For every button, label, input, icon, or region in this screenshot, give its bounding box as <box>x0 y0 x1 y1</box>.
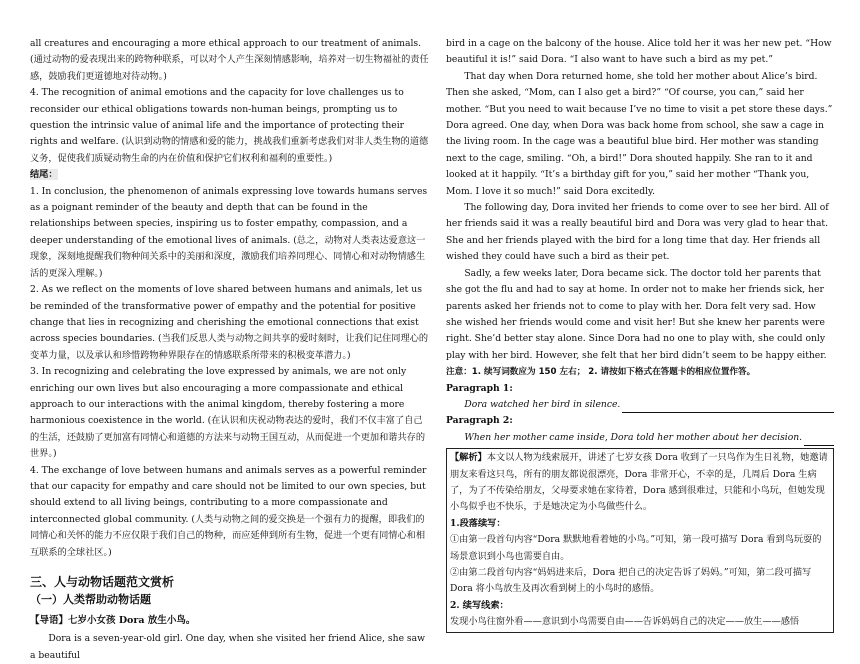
paragraph: 4. The recognition of animal emotions and the capacity for love challenges us to reconsider our ethical obligations towards non-human beings, prompting us to question the intrinsic value of animal life and the importance of protecting their rights and welfare. (认识到动物的情感和爱的能力，挑战我们重新考虑我们对非人类生物的道德义务，促使我们质疑动物生命的内在价值和保护它们权利和福利的重要性。) <box>30 87 429 164</box>
answer-line <box>804 433 834 446</box>
paragraph-1-label: Paragraph 1: <box>446 382 513 394</box>
answer-line <box>622 400 834 413</box>
paragraph: all creatures and encouraging a more ethical approach to our treatment of animals. (通过动物的爱表现出来的跨物种联系，可以对个人产生深刻情感影响，培养对一切生物福祉的责任感，鼓励我们更道德地对待动物。) <box>30 38 429 82</box>
left-column <box>30 36 430 664</box>
story-paragraph: Sadly, a few weeks later, Dora became sick. The doctor told her parents that she got the flu and had to say at home. In order not to make her friends sick, her parents asked her friends not to come to play with her. Dora felt very sad. How she wished her friends would come and visit her! But she knew her parents were right. She’d better stay alone. Since Dora had no one to play with, she could only play with her bird. However, she felt that her bird didn’t seem to be happy either. <box>446 267 827 361</box>
paragraph-2-label: Paragraph 2: <box>446 415 513 427</box>
step-1-label: 1.段落续写： <box>450 517 506 529</box>
story-paragraph: Dora is a seven-year-old girl. One day, when she visited her friend Alice, she saw a beautiful <box>30 633 425 661</box>
story-paragraph: That day when Dora returned home, she told her mother about Alice’s bird. Then she asked, “Mom, can I also get a bird?” “Of course, you can,” said her mother. “But you need to wait because I’ve no time to visit a pet store these days.” Dora agreed. One day, when Dora was back home from school, she saw a cage in the living room. In the cage was a beautiful blue bird. Her mother was standing next to the cage, smiling. “Oh, a bird!” Dora shouted happily. She ran to it and looked at it happily. “It’s a birthday gift for you,” said her mother “Thank you, Mom. I love it so much!” said Dora excitedly. <box>446 70 833 197</box>
section-title: 三、人与动物话题范文赏析 <box>30 575 175 589</box>
guide-label: 【导语】 <box>30 615 69 626</box>
paragraph: 1. In conclusion, the phenomenon of animals expressing love towards humans serves as a poignant reminder of the beauty and depth that can be found in the relationships between species, inspiring us to foster empathy, compassion, and a deeper understanding of the emotional lives of animals. (总之，动物对人类表达爱意这一现象，深刻地提醒我们物种间关系中的美丽和深度，激励我们培养同理心、同情心和对动物情感生活的更深入理解。) <box>30 185 428 279</box>
step-1-b: ②由第二段首句内容“妈妈进来后，Dora 把自己的决定告诉了妈妈。”可知，第二段可描写 Dora 将小鸟放生及再次看到树上的小鸟时的感悟。 <box>450 567 812 595</box>
conclusion-label: 结尾： <box>30 169 58 181</box>
story-paragraph: The following day, Dora invited her friends to come over to see her bird. All of her friends said it was a really beautiful bird and Dora was very glad to hear that. She and her friends played with the bird for a long time that day. Her friends all wished they could have such a bird as their pet. <box>446 202 829 263</box>
guide <box>30 613 430 629</box>
paragraph: 2. As we reflect on the moments of love shared between humans and animals, let us be reminded of the transformative power of empathy and the potential for positive change that lies in recognizing and cherishing the emotional connections that exist across species boundaries. (当我们反思人类与动物之间共享的爱时刻时，让我们记住同理心的变革力量，以及承认和珍惜跨物种界限存在的情感联系所带来的积极变革潜力。) <box>30 284 429 361</box>
step-1-a: ①由第一段首句内容“Dora 默默地看着她的小鸟。”可知，第一段可描写 Dora 看到鸟玩耍的场景意识到小鸟也需要自由。 <box>450 534 822 562</box>
analysis-box <box>446 448 834 632</box>
paragraph-2-prompt: When her mother came inside, Dora told her mother about her decision. <box>446 430 834 446</box>
guide-text: 七岁小女孩 Dora 放生小鸟。 <box>68 615 196 626</box>
story-paragraph: bird in a cage on the balcony of the house. Alice told her it was her new pet. “How beautiful it is!” said Dora. “I also want to have such a bird as my pet.” <box>446 38 832 66</box>
analysis: 【解析】本文以人物为线索展开，讲述了七岁女孩 Dora 收到了一只鸟作为生日礼物，她邀请朋友来看这只鸟，所有的朋友都说很漂亮，Dora 非常开心，不幸的是，几周后 Dora 生病了，为了不传染给朋友，父母要求她在家待着，Dora 感到很难过，只能和小鸟玩，但她发现小鸟似乎也不快乐，于是她决定为小鸟做些什么。 <box>450 452 828 513</box>
paragraph: 4. The exchange of love between humans and animals serves as a powerful reminder that our capacity for empathy and care should not be limited to our own species, but should extend to all living beings, contributing to a more compassionate and interconnected global community. (人类与动物之间的爱交换是一个强有力的提醒，即我们的同情心和关怀的能力不应仅限于我们自己的物种，而应延伸到所有生物，促进一个更有同情心和相互联系的全球社区。) <box>30 464 427 558</box>
notice: 注意：1. 续写词数应为 150 左右； 2. 请按如下格式在答题卡的相应位置作答。 <box>446 367 756 378</box>
paragraph-1-prompt: Dora watched her bird in silence. <box>446 397 834 413</box>
step-2-label: 2. 续写线索： <box>450 599 509 611</box>
step-2-text: 发现小鸟往窗外看——意识到小鸟需要自由——告诉妈妈自己的决定——放生——感悟 <box>450 616 800 628</box>
right-column <box>446 36 834 633</box>
subsection-title: （一）人类帮助动物话题 <box>30 593 151 606</box>
paragraph: 3. In recognizing and celebrating the love expressed by animals, we are not only enriching our own lives but also encouraging a more compassionate and ethical approach to our interactions with the animal kingdom, thereby fostering a more harmonious coexistence in the world. (在认识和庆祝动物表达的爱时，我们不仅丰富了自己的生活，还鼓励了更加富有同情心和道德的方法来与动物王国互动，从而促进一个更加和谐共存的世界。) <box>30 366 426 460</box>
